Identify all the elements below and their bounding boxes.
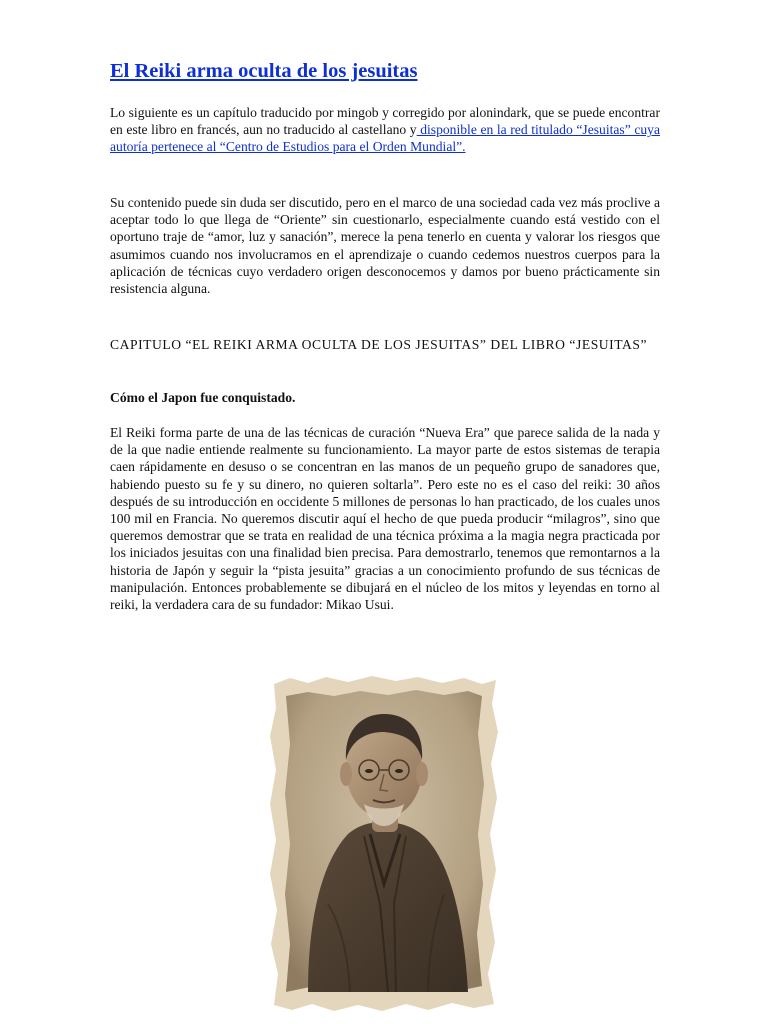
title-link[interactable]: El Reiki arma oculta de los jesuitas <box>110 60 418 82</box>
section-subheading: Cómo el Japon fue conquistado. <box>110 390 296 405</box>
paragraph-context: Su contenido puede sin duda ser discutido, pero en el marco de una sociedad cada vez más proclive a aceptar todo lo que llega de “Oriente” sin cuestionarlo, especialmente cuando está vestido con el oportuno traje de “amor, luz y sanación”, merece la pena tenerlo en cuenta y valorar los riesgos que asumimos cuando nos involucramos en el aprendizaje o cuando cedemos nuestros cuerpos para la aplicación de técnicas cuyo verdadero origen desconocemos y damos por bueno prácticamente sin resistencia alguna. <box>110 195 660 297</box>
chapter-heading: CAPITULO “EL REIKI ARMA OCULTA DE LOS JESUITAS” DEL LIBRO “JESUITAS” <box>110 337 648 352</box>
portrait-photo <box>268 674 500 1014</box>
book-link[interactable]: disponible en la red titulado “Jesuitas” cuya autoría pertenece al “Centro de Estudios para el Orden Mundial”. <box>110 122 660 155</box>
intro-text: Lo siguiente es un capítulo traducido por mingob y corregido por alonindark, que se puede encontrar en este libro en francés, aun no traducido al castellano y <box>110 105 660 138</box>
paragraph-body: El Reiki forma parte de una de las técnicas de curación “Nueva Era” que parece salida de la nada y de la que nadie entiende realmente su funcionamiento. La mayor parte de estos sistemas de terapia caen rápidamente en desuso o se concentran en las manos de un pequeño grupo de sanadores que, habiendo puesto su fe y su dinero, no quieren soltarla”. Pero este no es el caso del reiki: 30 años después de su introducción en occidente 5 millones de personas lo han practicado, de los cuales unos 100 mil en Francia. No queremos discutir aquí el hecho de que pueda producir “milagros”, sino que queremos demostrar que se trata en realidad de una técnica próxima a la magia negra practicada por los iniciados jesuitas con una finalidad bien precisa. Para demostrarlo, tenemos que remontarnos a la historia de Japón y seguir la “pista jesuita” gracias a un conocimiento profundo de sus técnicas de manipulación. Entonces probablemente se dibujará en el núcleo de los mitos y leyendas en torno al reiki, la verdadera cara de su fundador: Mikao Usui. <box>110 425 660 613</box>
page-title <box>110 58 660 84</box>
intro-paragraph <box>110 104 660 156</box>
